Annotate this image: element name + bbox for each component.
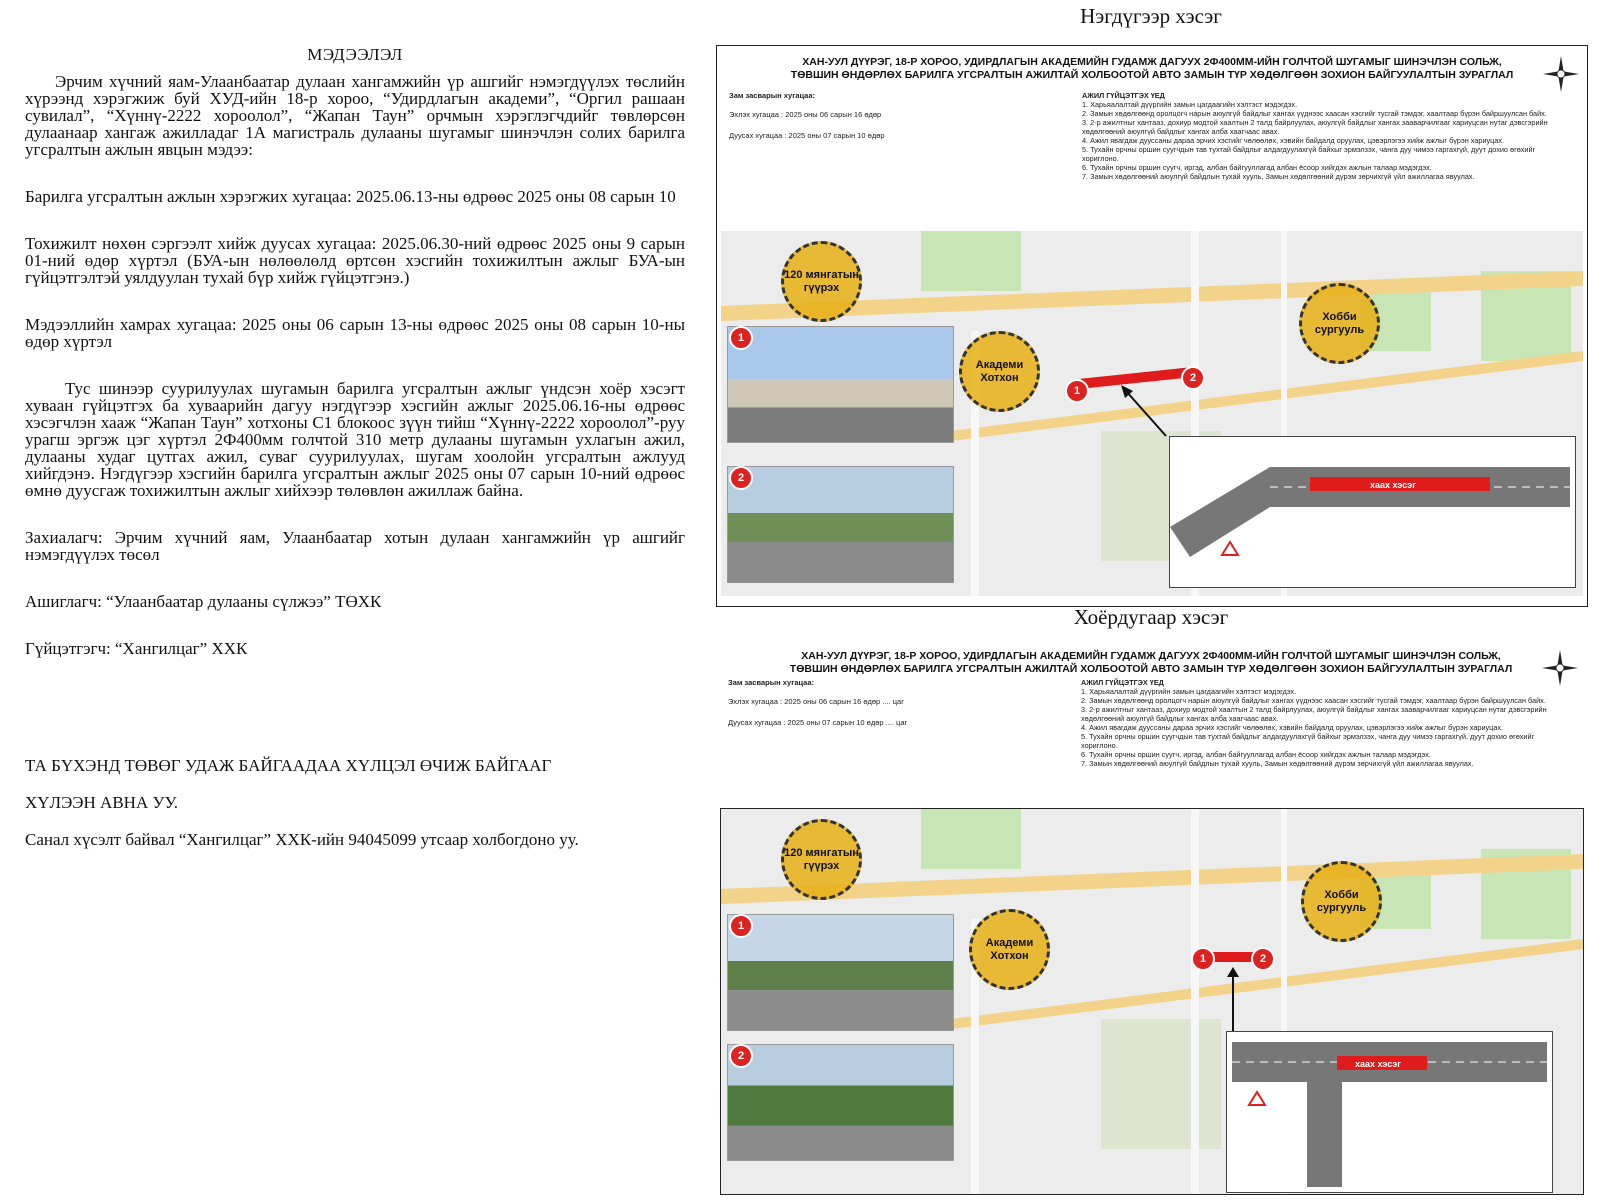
compass-icon xyxy=(1541,54,1581,94)
section1-start: Эхлэх хугацаа : 2025 оны 06 сарын 16 өдөр xyxy=(729,110,882,119)
contractor-paragraph: Гүйцэтгэгч: “Хангилцаг” ХХК xyxy=(25,639,248,658)
paving-paragraph: Тохижилт нөхөн сэргээлт хийж дуусах хугацаа: 2025.06.30-ний өдрөөс 2025 оны 9 сарын 01-ний өдөр хүртэл (БУА-ын нөлөөлөлд өртсөн хэсгийн тохижилтын ажлыг БУА-ын гүйцэтгэлтэй уялдуулан тухай бүр хийж гүйцэтгэнэ.) xyxy=(25,234,685,287)
rule-item: 7. Замын хөдөлгөөний аюулгүй байдлын тухай хууль, Замын хөдөлгөөний дүрэм зөрчихгүй үйл ажиллагаа явуулах. xyxy=(1081,759,1474,768)
rules-head: АЖИЛ ГҮЙЦЭТГЭХ ҮЕД xyxy=(1082,91,1165,100)
section2-inset-svg xyxy=(1227,1032,1552,1192)
point-badge-1: 1 xyxy=(1065,379,1089,403)
section2-map xyxy=(720,808,1584,1195)
section1-photo-1 xyxy=(727,326,954,443)
section1-rules xyxy=(1082,91,1572,181)
academy-circle: Академи Хотхон xyxy=(959,331,1040,412)
section1-end: Дуусах хугацаа : 2025 оны 07 сарын 10 өдөр xyxy=(729,131,885,140)
rule-item: 7. Замын хөдөлгөөний аюулгүй байдлын тухай хууль, Замын хөдөлгөөний дүрэм зөрчихгүй үйл ажиллагаа явуулах. xyxy=(1082,172,1475,181)
section2-photo-2 xyxy=(727,1044,954,1161)
section2-schedule xyxy=(728,678,907,739)
section1-panel xyxy=(716,45,1588,607)
rule-item: 6. Тухайн орчны оршин суугч, иргэд, албан байгууллагад албан ёсоор хийгдэх ажлын талаар мэдэгдэх. xyxy=(1081,750,1431,759)
section1-title xyxy=(717,56,1587,82)
section2-panel xyxy=(716,640,1586,1195)
body-paragraph: Тус шинээр суурилуулах шугамын барилга угсралтын ажлыг үндсэн хоёр хэсэгт хуваан гүйцэтгэх ба хуваарийн дагуу нэгдүгээр хэсгийн ажлыг 2025.06.16-ны өдрөөс хэсэгчлэн хааж “Жапан Таун” хотхоны С1 блокоос зүүн тийш “Хүннү-2222 хороолол”-руу урагш эргэж цэг хүртэл 2Ф400мм голчтой 310 метр дулааны шугамын ухлагын ажил, дулааны худаг цутгах ажил, суваг суурилуулах, шугам хоолойн угсралтын ажлууд хийгдэнэ. Нэгдүгээр хэсгийн барилга угсралтын ажлыг 2025 оны 07 сарын 10-ний өдрөөс өмнө дуусгаж тохижилтын ажлыг хийхээр төлөвлөн ажиллаж байна. xyxy=(25,379,685,500)
school-circle: Хобби сургууль xyxy=(1299,283,1380,364)
section2-end: Дуусах хугацаа : 2025 оны 07 сарын 10 өдөр .... цаг xyxy=(728,718,908,727)
section1-title-line1: ХАН-УУЛ ДҮҮРЭГ, 18-Р ХОРОО, УДИРДЛАГЫН АКАДЕМИЙН ГУДАМЖ ДАГУУХ 2Ф400ММ-ИЙН ГОЛЧТОЙ ШУГАМЫГ ШИНЭЧЛЭН СОЛЬЖ, xyxy=(802,56,1502,68)
section2-start: Эхлэх хугацаа : 2025 оны 06 сарын 16 өдөр .... цаг xyxy=(728,697,904,706)
user-paragraph: Ашиглагч: “Улаанбаатар дулааны сүлжээ” ТӨХК xyxy=(25,592,382,611)
inset-close-label: хаах хэсэг xyxy=(1355,1059,1401,1069)
apology-line-1: ТА БҮХЭНД ТӨВӨГ УДАЖ БАЙГААДАА ХҮЛЦЭЛ ӨЧИЖ БАЙГААГ xyxy=(25,756,552,775)
section1-sched-head: Зам засварын хугацаа: xyxy=(729,91,816,100)
apology-line-2: ХҮЛЭЭН АВНА УУ. xyxy=(25,793,179,812)
photo-badge-2: 2 xyxy=(729,466,753,490)
section2-heading: Хоёрдугаар хэсэг xyxy=(1073,605,1229,629)
photo-badge-1: 1 xyxy=(729,326,753,350)
rule-item: 4. Ажил явагдаж дууссаны дараа эрчих хэсгийг чөлөөлөх, хэвийн байдалд оруулах, цэвэрлэгээ хийж ажлыг бүрэн хариуцах. xyxy=(1082,136,1505,145)
coverage-paragraph: Мэдээллийн хамрах хугацаа: 2025 оны 06 сарын 13-ны өдрөөс 2025 оны 08 сарын 10-ны өдөр хүртэл xyxy=(25,315,685,351)
rule-item: 2. Замын хөдөлгөөнд оролцогч нарын аюулгүй байдлыг хангах үүднээс хаасан хэсгийг тусгай тэмдэг, хаалтаар бүрэн байршуулсан байх. xyxy=(1082,109,1547,118)
rule-item: 2. Замын хөдөлгөөнд оролцогч нарын аюулгүй байдлыг хангах үүднээс хаасан хэсгийг тусгай тэмдэг, хаалтаар бүрэн байршуулсан байх. xyxy=(1081,696,1546,705)
rule-item: 4. Ажил явагдаж дууссаны дараа эрчих хэсгийг чөлөөлөх, хэвийн байдалд оруулах, цэвэрлэгээ хийж ажлыг бүрэн хариуцах. xyxy=(1081,723,1504,732)
photo-badge-2: 2 xyxy=(729,1044,753,1068)
period-paragraph: Барилга угсралтын ажлын хэрэгжих хугацаа: 2025.06.13-ны өдрөөс 2025 оны 08 сарын 10 xyxy=(25,187,676,206)
notice-title: МЭДЭЭЛЭЛ xyxy=(307,45,403,64)
section2-title-line1: ХАН-УУЛ ДҮҮРЭГ, 18-Р ХОРОО, УДИРДЛАГЫН АКАДЕМИЙН ГУДАМЖ ДАГУУХ 2Ф400ММ-ИЙН ГОЛЧТОЙ ШУГАМЫГ ШИНЭЧЛЭН СОЛЬЖ, xyxy=(801,650,1501,662)
contact-paragraph: Санал хүсэлт байвал “Хангилцаг” ХХК-ийн 94045099 утсаар холбогдоно уу. xyxy=(25,830,579,849)
school-circle: Хобби сургууль xyxy=(1301,861,1382,942)
rule-item: 5. Тухайн орчны оршин суугчдын тав тухтай байдлыг алдагдуулахгүй байхыг эрмэлзэх, чанга дуу чимээ гаргахгүй, дуут дохио өгөхийг хориглоно. xyxy=(1082,145,1536,163)
rule-item: 6. Тухайн орчны оршин суугч, иргэд, албан байгууллагад албан ёсоор хийгдэх ажлын талаар мэдэгдэх. xyxy=(1082,163,1432,172)
section1-map xyxy=(721,231,1583,596)
section2-rules xyxy=(1081,678,1571,768)
rule-item: 3. 2-р ажилтныг хантааз, дохиур модтой хаалтын 2 талд байрлуулах, аюулгүй байдлыг хангах зааварчилгааг хариуцсан нутаг дэвсгэрийн хөдөлгөөний аюулгүй байдлыг хангах алба хаагчаас авах. xyxy=(1081,705,1547,723)
rule-item: 1. Харьяалалтай дүүргийн замын цагдаагийн хэлтэст мэдэгдэх. xyxy=(1081,687,1297,696)
bridge-circle: 120 мянгатын гүүрэх xyxy=(781,241,862,322)
notice-text-column xyxy=(25,40,685,848)
point-badge-1: 1 xyxy=(1191,947,1215,971)
photo-badge-1: 1 xyxy=(729,914,753,938)
rules-head: АЖИЛ ГҮЙЦЭТГЭХ ҮЕД xyxy=(1081,678,1164,687)
academy-circle: Академи Хотхон xyxy=(969,909,1050,990)
bridge-circle: 120 мянгатын гүүрэх xyxy=(781,819,862,900)
rule-item: 5. Тухайн орчны оршин суугчдын тав тухтай байдлыг алдагдуулахгүй байхыг эрмэлзэх, чанга дуу чимээ гаргахгүй, дуут дохио өгөхийг хориглоно. xyxy=(1081,732,1535,750)
intro-paragraph: Эрчим хүчний яам-Улаанбаатар дулаан хангамжийн үр ашгийг нэмэгдүүлэх төслийн хүрээнд хэрэгжиж буй ХУД-ийн 18-р хороо, “Удирдлагын академи”, “Оргил рашаан сувилал”, “Хүннү-2222 хороолол”, “Жапан Таун” орчмын хэрэглэгчдийг төвлөрсөн дулаанаар хангаж ажилладаг 1А магистраль дулааны шугамыг шинэчлэн солих барилга угсралтын ажлын явцын мэдээ: xyxy=(25,72,685,159)
section2-photo-1 xyxy=(727,914,954,1031)
section2-sched-head: Зам засварын хугацаа: xyxy=(728,678,815,687)
section1-heading: Нэгдүгээр хэсэг xyxy=(1080,4,1222,28)
section2-title xyxy=(716,650,1586,676)
point-badge-2: 2 xyxy=(1181,366,1205,390)
point-badge-2: 2 xyxy=(1251,947,1275,971)
section1-inset-svg xyxy=(1170,437,1575,587)
customer-paragraph: Захиалагч: Эрчим хүчний яам, Улаанбаатар хотын дулаан хангамжийн үр ашгийг нэмэгдүүлэх төсөл xyxy=(25,528,685,564)
section1-photo-2 xyxy=(727,466,954,583)
inset-close-label: хаах хэсэг xyxy=(1370,480,1416,490)
rule-item: 3. 2-р ажилтныг хантааз, дохиур модтой хаалтын 2 талд байрлуулах, аюулгүй байдлыг хангах зааварчилгааг хариуцсан нутаг дэвсгэрийн хөдөлгөөний аюулгүй байдлыг хангах алба хаагчаас авах. xyxy=(1082,118,1548,136)
section2-inset-diagram xyxy=(1226,1031,1553,1193)
section1-inset-diagram xyxy=(1169,436,1576,588)
section1-title-line2: ТӨВШИН ӨНДӨРЛӨХ БАРИЛГА УГСРАЛТЫН АЖИЛТАЙ ХОЛБООТОЙ АВТО ЗАМЫН ТҮР ХӨДӨЛГӨӨН ЗОХИОН БАЙГУУЛАЛТЫН ЗУРАГЛАЛ xyxy=(790,69,1514,81)
rule-item: 1. Харьяалалтай дүүргийн замын цагдаагийн хэлтэст мэдэгдэх. xyxy=(1082,100,1298,109)
section2-title-line2: ТӨВШИН ӨНДӨРЛӨХ БАРИЛГА УГСРАЛТЫН АЖИЛТАЙ ХОЛБООТОЙ АВТО ЗАМЫН ТҮР ХӨДӨЛГӨӨН ЗОХИОН БАЙГУУЛАЛТЫН ЗУРАГЛАЛ xyxy=(789,663,1513,675)
section1-schedule xyxy=(729,91,885,152)
